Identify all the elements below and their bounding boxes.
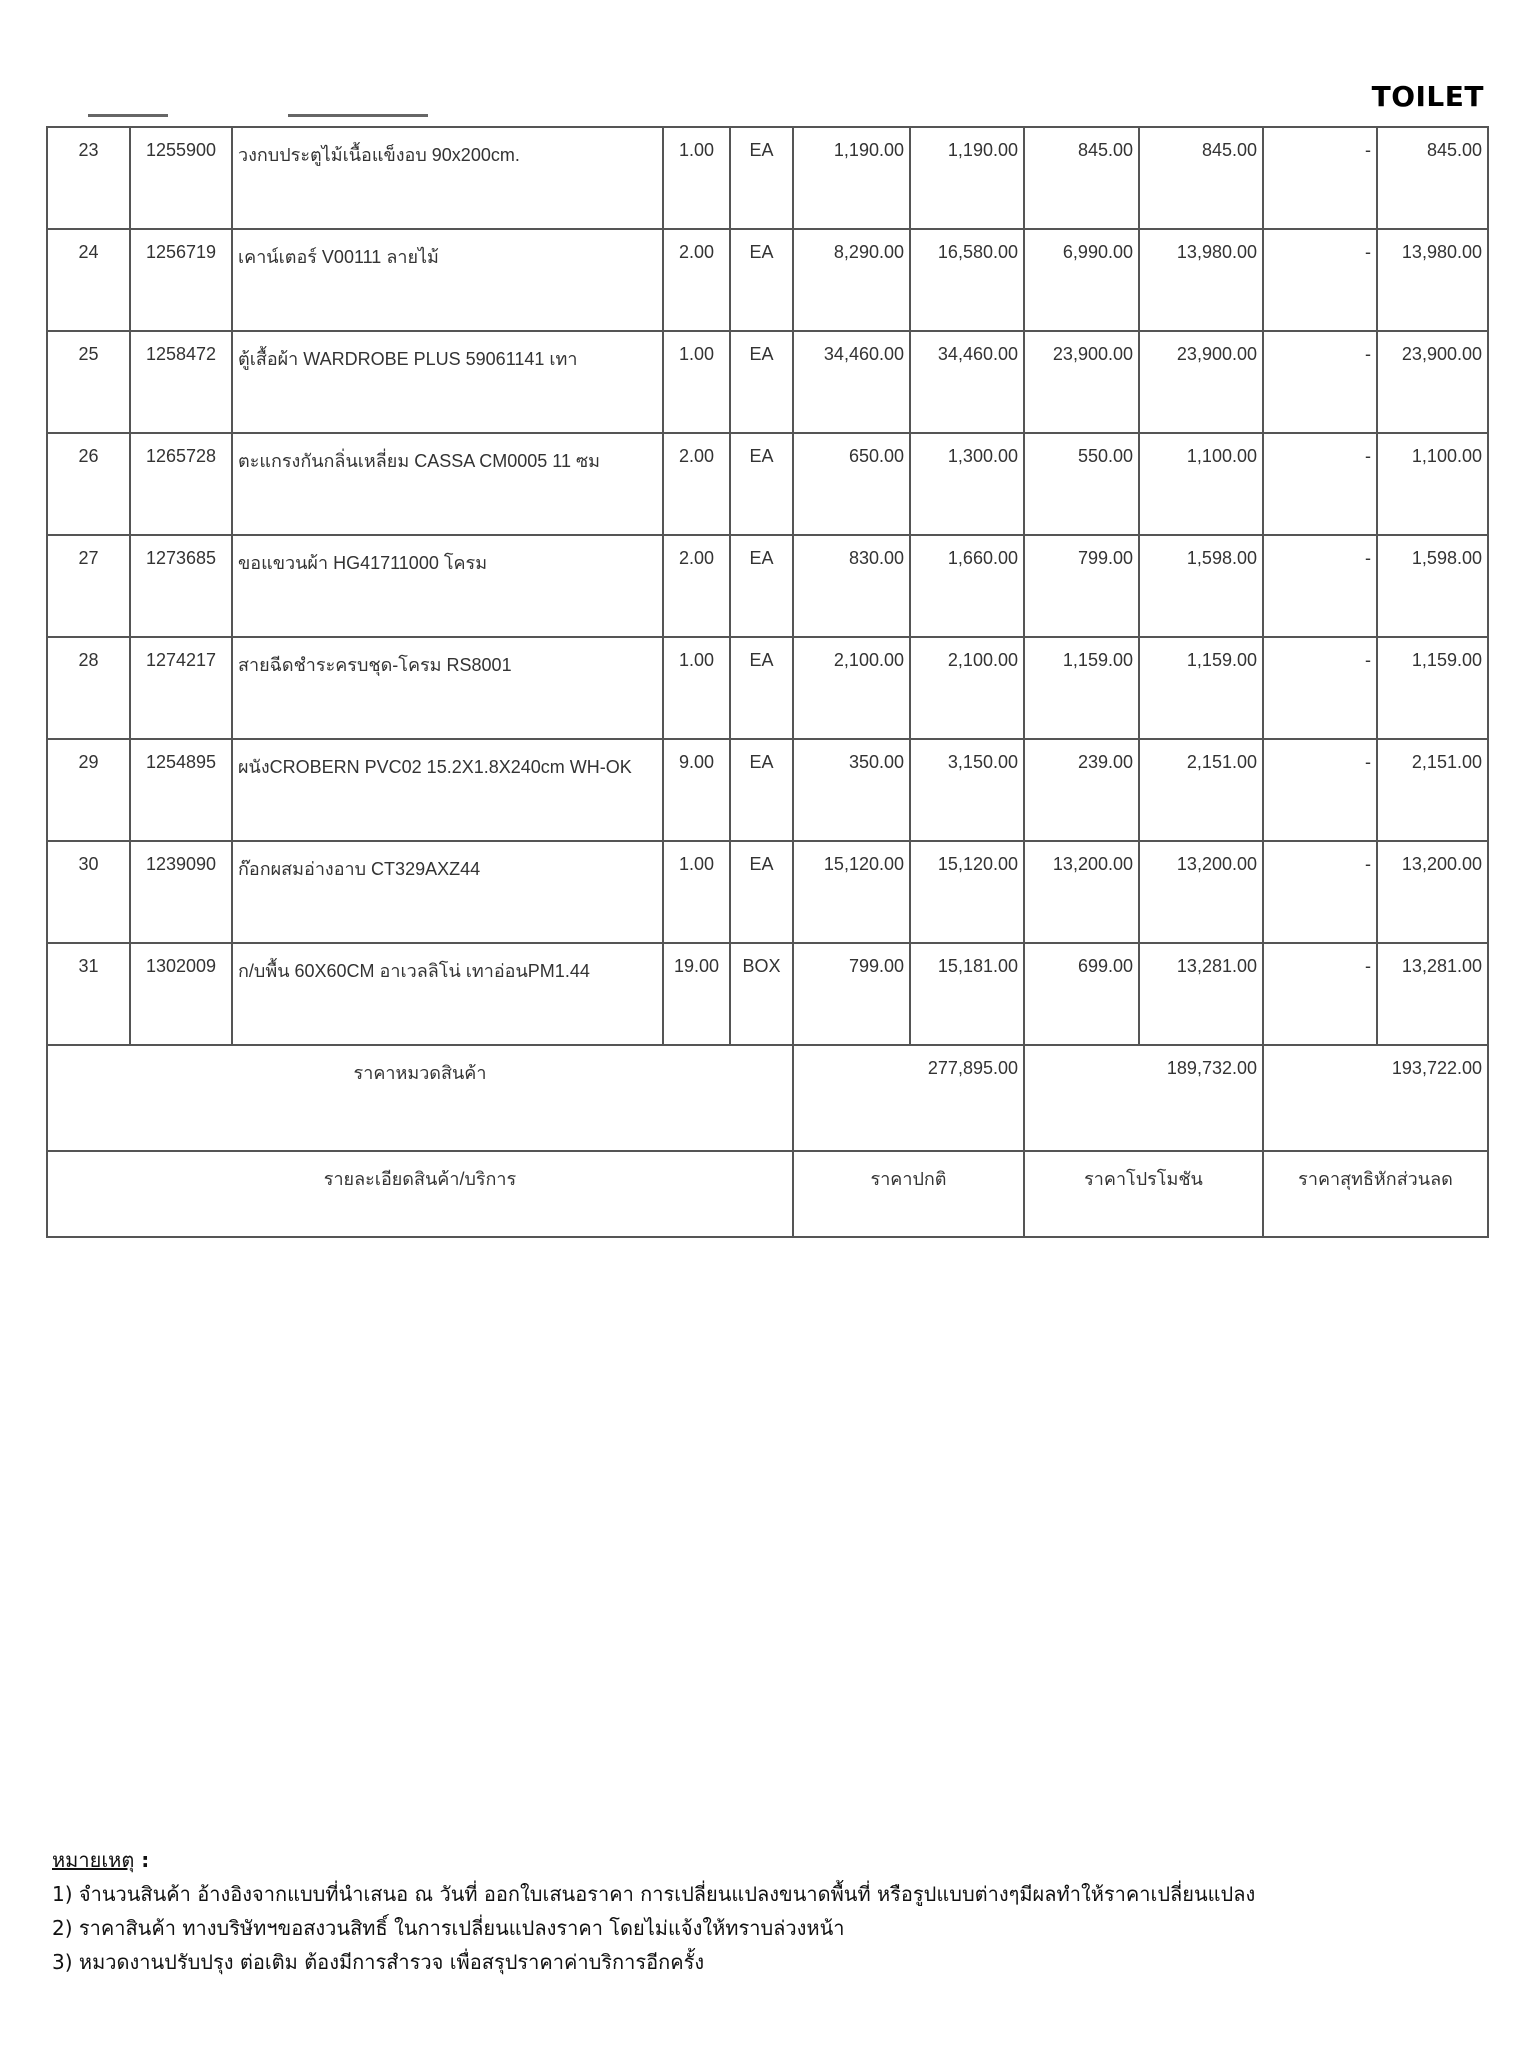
item-net-price: 1,100.00 (1377, 433, 1488, 535)
cropped-header-remnant (48, 110, 1488, 126)
item-amount: 15,181.00 (910, 943, 1024, 1045)
item-discount: - (1263, 943, 1377, 1045)
table-row (47, 943, 1488, 1045)
item-unit-price: 799.00 (793, 943, 910, 1045)
item-promo-amount: 13,200.00 (1139, 841, 1263, 943)
item-promo-unit-price: 1,159.00 (1024, 637, 1139, 739)
item-code: 1255900 (130, 127, 232, 229)
item-unit-price: 650.00 (793, 433, 910, 535)
item-net-price: 1,159.00 (1377, 637, 1488, 739)
category-total-label: ราคาหมวดสินค้า (47, 1045, 793, 1151)
item-description: สายฉีดชำระครบชุด-โครม RS8001 (232, 637, 663, 739)
notes-heading-colon: : (134, 1848, 150, 1872)
table-row (47, 127, 1488, 229)
item-description: ตะแกรงกันกลิ่นเหลี่ยม CASSA CM0005 11 ซม (232, 433, 663, 535)
page-title: TOILET (1371, 80, 1484, 113)
item-description: เคาน์เตอร์ V00111 ลายไม้ (232, 229, 663, 331)
notes-heading (52, 1843, 1492, 1877)
item-unit: BOX (730, 943, 793, 1045)
item-code: 1239090 (130, 841, 232, 943)
item-amount: 3,150.00 (910, 739, 1024, 841)
item-amount: 15,120.00 (910, 841, 1024, 943)
item-discount: - (1263, 433, 1377, 535)
item-description: ก/บพื้น 60X60CM อาเวลลิโน่ เทาอ่อนPM1.44 (232, 943, 663, 1045)
item-promo-amount: 845.00 (1139, 127, 1263, 229)
item-quantity: 9.00 (663, 739, 730, 841)
item-number: 25 (47, 331, 130, 433)
item-promo-unit-price: 550.00 (1024, 433, 1139, 535)
table-row (47, 229, 1488, 331)
item-discount: - (1263, 127, 1377, 229)
item-unit: EA (730, 229, 793, 331)
item-promo-unit-price: 23,900.00 (1024, 331, 1139, 433)
item-unit-price: 34,460.00 (793, 331, 910, 433)
item-unit: EA (730, 433, 793, 535)
item-promo-unit-price: 239.00 (1024, 739, 1139, 841)
item-unit: EA (730, 127, 793, 229)
item-discount: - (1263, 331, 1377, 433)
note-line-2: 2) ราคาสินค้า ทางบริษัทฯขอสงวนสิทธิ์ ในการเปลี่ยนแปลงราคา โดยไม่แจ้งให้ทราบล่วงหน้า (52, 1916, 845, 1940)
item-amount: 16,580.00 (910, 229, 1024, 331)
item-net-price: 13,980.00 (1377, 229, 1488, 331)
item-quantity: 1.00 (663, 127, 730, 229)
item-promo-unit-price: 699.00 (1024, 943, 1139, 1045)
item-promo-unit-price: 13,200.00 (1024, 841, 1139, 943)
item-number: 30 (47, 841, 130, 943)
item-quantity: 1.00 (663, 841, 730, 943)
label-promo-price: ราคาโปรโมชัน (1024, 1151, 1263, 1237)
item-net-price: 13,200.00 (1377, 841, 1488, 943)
notes-section (52, 1843, 1492, 1979)
item-unit-price: 2,100.00 (793, 637, 910, 739)
item-unit: EA (730, 331, 793, 433)
item-promo-amount: 1,598.00 (1139, 535, 1263, 637)
item-amount: 2,100.00 (910, 637, 1024, 739)
item-number: 31 (47, 943, 130, 1045)
item-net-price: 13,281.00 (1377, 943, 1488, 1045)
label-net-price: ราคาสุทธิหักส่วนลด (1263, 1151, 1488, 1237)
table-row (47, 739, 1488, 841)
notes-heading-text: หมายเหตุ (52, 1848, 135, 1872)
table-row (47, 535, 1488, 637)
item-promo-unit-price: 845.00 (1024, 127, 1139, 229)
item-description: วงกบประตูไม้เนื้อแข็งอบ 90x200cm. (232, 127, 663, 229)
item-unit: EA (730, 739, 793, 841)
note-line-3: 3) หมวดงานปรับปรุง ต่อเติม ต้องมีการสำรวจ เพื่อสรุปราคาค่าบริการอีกครั้ง (52, 1950, 705, 1974)
item-discount: - (1263, 739, 1377, 841)
item-unit-price: 8,290.00 (793, 229, 910, 331)
item-code: 1302009 (130, 943, 232, 1045)
item-promo-amount: 13,281.00 (1139, 943, 1263, 1045)
item-number: 29 (47, 739, 130, 841)
item-unit: EA (730, 637, 793, 739)
item-code: 1273685 (130, 535, 232, 637)
item-description: ก๊อกผสมอ่างอาบ CT329AXZ44 (232, 841, 663, 943)
item-description: ตู้เสื้อผ้า WARDROBE PLUS 59061141 เทา (232, 331, 663, 433)
item-unit: EA (730, 841, 793, 943)
item-unit: EA (730, 535, 793, 637)
item-code: 1254895 (130, 739, 232, 841)
item-unit-price: 15,120.00 (793, 841, 910, 943)
item-discount: - (1263, 841, 1377, 943)
note-line-1: 1) จำนวนสินค้า อ้างอิงจากแบบที่นำเสนอ ณ วันที่ ออกใบเสนอราคา การเปลี่ยนแปลงขนาดพื้นที่ หรือรูปแบบต่างๆมีผลทำให้ราคาเปลี่ยนแปลง (52, 1882, 1256, 1906)
item-promo-amount: 1,100.00 (1139, 433, 1263, 535)
item-promo-amount: 23,900.00 (1139, 331, 1263, 433)
item-unit-price: 350.00 (793, 739, 910, 841)
item-amount: 34,460.00 (910, 331, 1024, 433)
item-number: 23 (47, 127, 130, 229)
quotation-table (46, 126, 1489, 1238)
item-number: 26 (47, 433, 130, 535)
item-code: 1258472 (130, 331, 232, 433)
item-unit-price: 830.00 (793, 535, 910, 637)
item-code: 1265728 (130, 433, 232, 535)
table-row (47, 331, 1488, 433)
item-unit-price: 1,190.00 (793, 127, 910, 229)
label-description: รายละเอียดสินค้า/บริการ (47, 1151, 793, 1237)
item-description: ขอแขวนผ้า HG41711000 โครม (232, 535, 663, 637)
total-net-price: 193,722.00 (1263, 1045, 1488, 1151)
item-discount: - (1263, 229, 1377, 331)
item-amount: 1,300.00 (910, 433, 1024, 535)
item-number: 28 (47, 637, 130, 739)
item-quantity: 2.00 (663, 229, 730, 331)
item-net-price: 845.00 (1377, 127, 1488, 229)
item-net-price: 1,598.00 (1377, 535, 1488, 637)
item-net-price: 2,151.00 (1377, 739, 1488, 841)
item-code: 1274217 (130, 637, 232, 739)
item-code: 1256719 (130, 229, 232, 331)
item-description: ผนังCROBERN PVC02 15.2X1.8X240cm WH-OK (232, 739, 663, 841)
item-promo-amount: 1,159.00 (1139, 637, 1263, 739)
item-number: 24 (47, 229, 130, 331)
item-promo-amount: 13,980.00 (1139, 229, 1263, 331)
item-promo-unit-price: 799.00 (1024, 535, 1139, 637)
item-quantity: 2.00 (663, 433, 730, 535)
item-amount: 1,190.00 (910, 127, 1024, 229)
item-quantity: 1.00 (663, 637, 730, 739)
column-label-row (47, 1151, 1488, 1237)
total-regular-price: 277,895.00 (793, 1045, 1024, 1151)
item-quantity: 19.00 (663, 943, 730, 1045)
table-row (47, 841, 1488, 943)
item-discount: - (1263, 637, 1377, 739)
table-row (47, 637, 1488, 739)
item-quantity: 2.00 (663, 535, 730, 637)
item-amount: 1,660.00 (910, 535, 1024, 637)
item-quantity: 1.00 (663, 331, 730, 433)
item-promo-unit-price: 6,990.00 (1024, 229, 1139, 331)
table-row (47, 433, 1488, 535)
total-promo-price: 189,732.00 (1024, 1045, 1263, 1151)
item-net-price: 23,900.00 (1377, 331, 1488, 433)
label-regular-price: ราคาปกติ (793, 1151, 1024, 1237)
category-total-row (47, 1045, 1488, 1151)
item-discount: - (1263, 535, 1377, 637)
item-number: 27 (47, 535, 130, 637)
item-promo-amount: 2,151.00 (1139, 739, 1263, 841)
